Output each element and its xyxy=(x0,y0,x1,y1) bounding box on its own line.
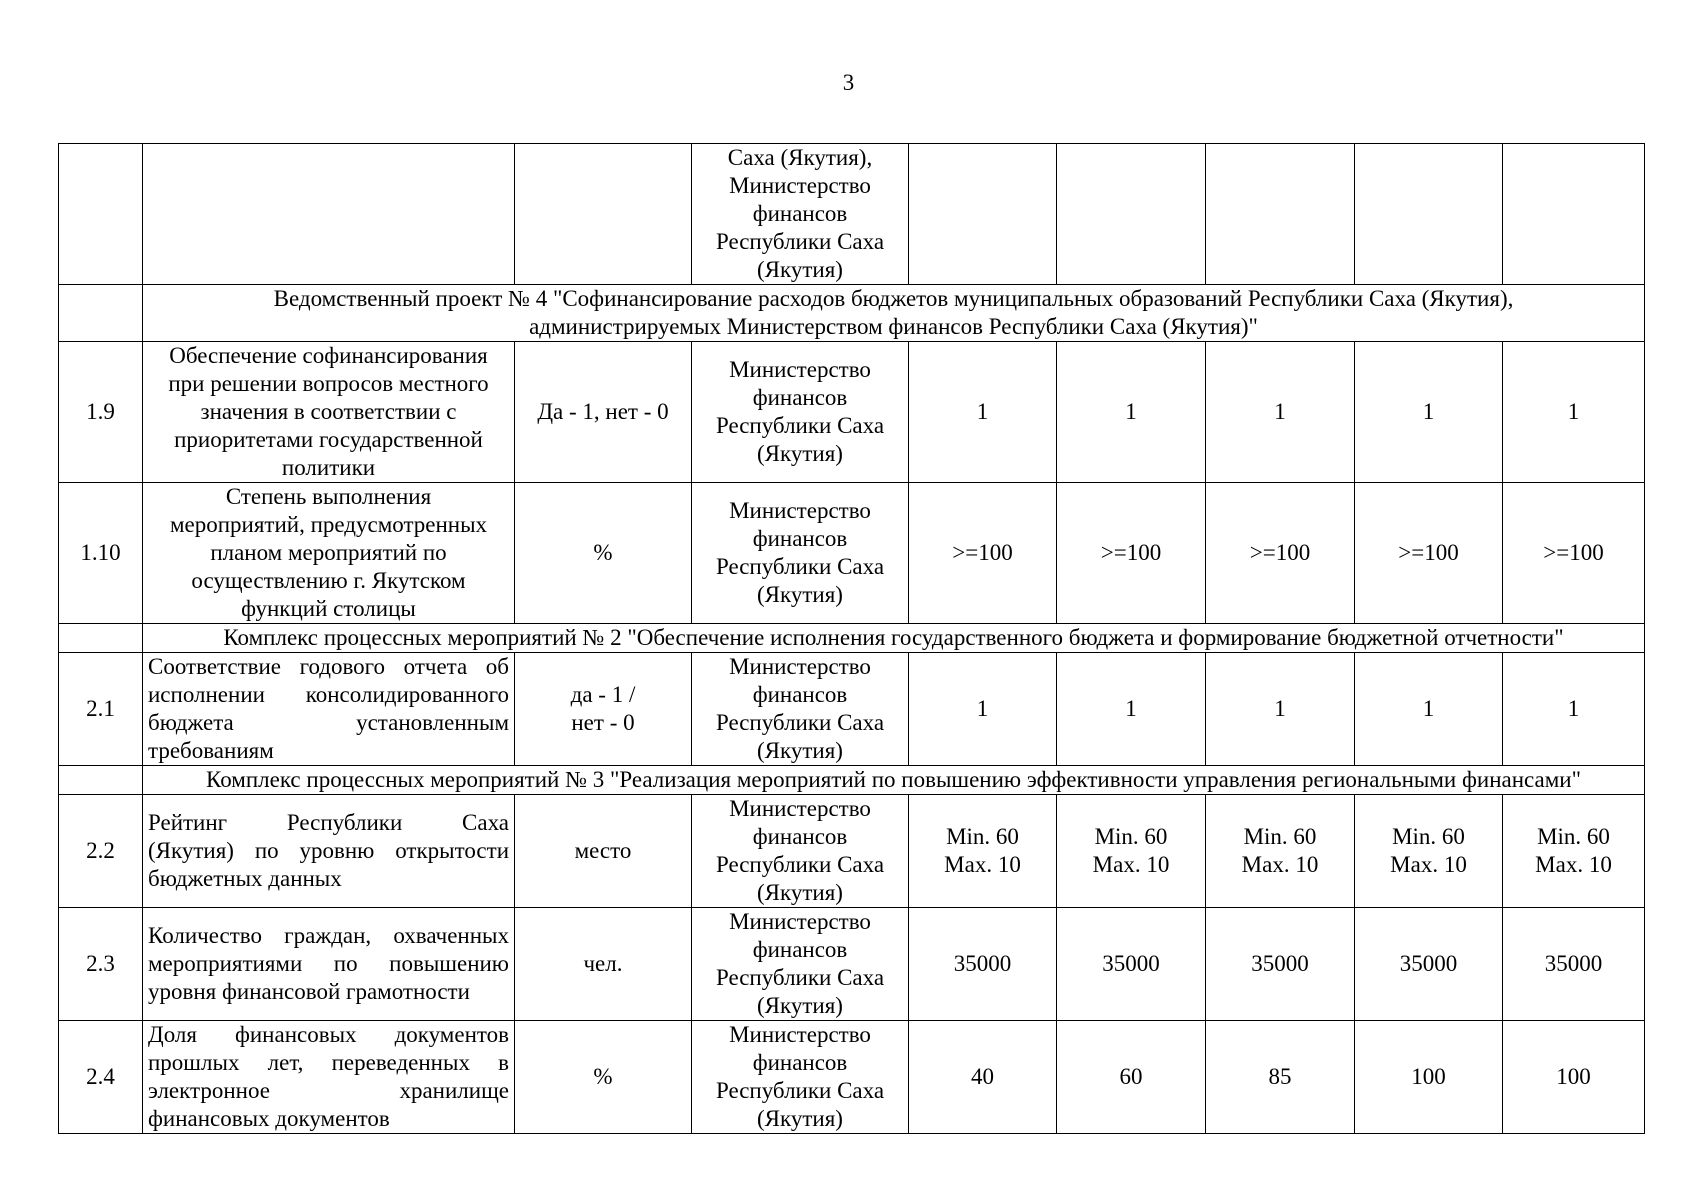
unit-line: нет - 0 xyxy=(571,710,635,735)
unit-cell xyxy=(515,342,692,483)
unit-line: место xyxy=(574,838,632,863)
indicator-name xyxy=(143,795,515,908)
value-cell: Min. 60 Max. 10 xyxy=(1503,795,1645,908)
indicator-name xyxy=(143,483,515,624)
section-header-row xyxy=(59,766,1645,795)
agency-line: (Якутия) xyxy=(757,1106,843,1131)
table-row xyxy=(59,653,1645,766)
agency-line: финансов xyxy=(752,937,848,962)
agency-line: (Якутия) xyxy=(757,738,843,763)
agency-line: Республики Саха xyxy=(715,413,885,438)
value-cell: 1 xyxy=(1355,653,1503,766)
section-title-line: Ведомственный проект № 4 "Софинансирование расходов бюджетов муниципальных образований Республики Саха (Якутия), xyxy=(273,286,1514,311)
agency-line: Республики Саха xyxy=(715,965,885,990)
indicator-name-line: Соответствие годового отчета об xyxy=(148,654,509,679)
agency-line: финансов xyxy=(752,824,848,849)
continuation-row xyxy=(59,144,1645,285)
agency-line: Республики Саха xyxy=(715,1078,885,1103)
section-title xyxy=(143,766,1645,795)
value-cell: 35000 xyxy=(909,908,1057,1021)
indicator-name-line: электронное хранилище xyxy=(148,1078,509,1103)
table-row xyxy=(59,1021,1645,1134)
indicator-name-line: требованиям xyxy=(148,738,274,763)
table-row xyxy=(59,795,1645,908)
indicator-name-line: бюджета установленным xyxy=(148,710,509,735)
agency-line: (Якутия) xyxy=(757,880,843,905)
row-number: 2.1 xyxy=(59,653,143,766)
value-cell xyxy=(1206,144,1355,285)
value-cell: 35000 xyxy=(1503,908,1645,1021)
section-title xyxy=(143,285,1645,342)
agency-line: Республики Саха xyxy=(715,710,885,735)
value-cell: 1 xyxy=(1057,653,1206,766)
agency-line: (Якутия) xyxy=(757,441,843,466)
row-number: 1.10 xyxy=(59,483,143,624)
indicator-name-line: бюджетных данных xyxy=(148,866,342,891)
value-cell: 100 xyxy=(1355,1021,1503,1134)
agency-cell xyxy=(692,144,909,285)
unit-cell xyxy=(515,144,692,285)
table-body xyxy=(59,144,1645,1134)
agency-line: Министерство xyxy=(729,173,871,198)
value-cell: 35000 xyxy=(1057,908,1206,1021)
num-cell xyxy=(59,624,143,653)
value-cell: 1 xyxy=(1503,342,1645,483)
unit-cell xyxy=(515,653,692,766)
indicator-name-line: (Якутия) по уровню открытости xyxy=(148,838,509,863)
table-row xyxy=(59,483,1645,624)
indicator-name xyxy=(143,908,515,1021)
agency-line: Республики Саха xyxy=(715,852,885,877)
agency-line: финансов xyxy=(752,682,848,707)
agency-line: (Якутия) xyxy=(757,582,843,607)
value-cell: 1 xyxy=(1355,342,1503,483)
value-cell: 1 xyxy=(1206,653,1355,766)
value-cell: 1 xyxy=(909,653,1057,766)
value-cell xyxy=(1057,144,1206,285)
indicator-name-line: финансовых документов xyxy=(148,1106,390,1131)
agency-cell xyxy=(692,342,909,483)
name-cell xyxy=(143,144,515,285)
agency-line: (Якутия) xyxy=(757,257,843,282)
agency-line: Министерство xyxy=(729,1022,871,1047)
agency-line: Министерство xyxy=(729,654,871,679)
indicator-name-line: уровня финансовой грамотности xyxy=(148,979,470,1004)
value-cell xyxy=(1503,144,1645,285)
value-cell: >=100 xyxy=(1057,483,1206,624)
unit-cell xyxy=(515,483,692,624)
section-header-row xyxy=(59,624,1645,653)
value-cell: 60 xyxy=(1057,1021,1206,1134)
value-cell: 1 xyxy=(1057,342,1206,483)
agency-line: Министерство xyxy=(729,909,871,934)
agency-line: Республики Саха xyxy=(715,229,885,254)
agency-line: Саха (Якутия), xyxy=(727,145,873,170)
section-title-line: администрируемых Министерством финансов Республики Саха (Якутия)" xyxy=(529,314,1258,339)
section-title-line: Комплекс процессных мероприятий № 3 "Реализация мероприятий по повышению эффективности управления региональными финансами" xyxy=(206,767,1581,792)
agency-line: Министерство xyxy=(729,796,871,821)
agency-line: финансов xyxy=(752,201,848,226)
indicator-name-line: Обеспечение софинансирования xyxy=(169,343,488,368)
value-cell xyxy=(909,144,1057,285)
num-cell xyxy=(59,766,143,795)
indicator-name-line: приоритетами государственной xyxy=(174,427,483,452)
unit-line: Да - 1, нет - 0 xyxy=(537,399,669,424)
value-cell: >=100 xyxy=(1503,483,1645,624)
value-cell: >=100 xyxy=(909,483,1057,624)
value-cell: 35000 xyxy=(1355,908,1503,1021)
section-header-row xyxy=(59,285,1645,342)
section-title xyxy=(143,624,1645,653)
value-cell: 1 xyxy=(909,342,1057,483)
unit-line: чел. xyxy=(583,951,623,976)
agency-line: Министерство xyxy=(729,357,871,382)
indicator-name xyxy=(143,1021,515,1134)
agency-cell xyxy=(692,653,909,766)
indicator-name-line: планом мероприятий по xyxy=(210,540,447,565)
indicator-name xyxy=(143,653,515,766)
indicator-name-line: политики xyxy=(281,455,376,480)
value-cell: 1 xyxy=(1503,653,1645,766)
num-cell xyxy=(59,144,143,285)
indicator-name-line: мероприятий, предусмотренных xyxy=(169,512,488,537)
indicator-name-line: мероприятиями по повышению xyxy=(148,951,509,976)
agency-cell xyxy=(692,795,909,908)
indicator-name-line: Степень выполнения xyxy=(225,484,432,509)
unit-line: % xyxy=(593,540,613,565)
agency-line: финансов xyxy=(752,526,848,551)
value-cell: >=100 xyxy=(1206,483,1355,624)
indicator-name-line: исполнении консолидированного xyxy=(148,682,509,707)
unit-cell xyxy=(515,795,692,908)
agency-cell xyxy=(692,483,909,624)
agency-line: финансов xyxy=(752,385,848,410)
unit-cell xyxy=(515,1021,692,1134)
indicator-name-line: при решении вопросов местного xyxy=(168,371,489,396)
unit-line: % xyxy=(593,1064,613,1089)
indicator-name-line: функций столицы xyxy=(241,596,416,621)
indicator-name-line: Количество граждан, охваченных xyxy=(148,923,509,948)
page-number: 3 xyxy=(842,70,855,95)
agency-line: (Якутия) xyxy=(757,993,843,1018)
value-cell: >=100 xyxy=(1355,483,1503,624)
indicator-name-line: прошлых лет, переведенных в xyxy=(148,1050,509,1075)
indicator-name-line: Доля финансовых документов xyxy=(148,1022,509,1047)
value-cell: 85 xyxy=(1206,1021,1355,1134)
value-cell: 35000 xyxy=(1206,908,1355,1021)
value-cell: Min. 60 Max. 10 xyxy=(1206,795,1355,908)
unit-line: да - 1 / xyxy=(570,682,636,707)
table-row xyxy=(59,908,1645,1021)
agency-cell xyxy=(692,908,909,1021)
num-cell xyxy=(59,285,143,342)
value-cell: 40 xyxy=(909,1021,1057,1134)
table-row xyxy=(59,342,1645,483)
indicator-name xyxy=(143,342,515,483)
value-cell: 1 xyxy=(1206,342,1355,483)
row-number: 2.4 xyxy=(59,1021,143,1134)
section-title-line: Комплекс процессных мероприятий № 2 "Обеспечение исполнения государственного бюджета и формирование бюджетной отчетности" xyxy=(223,625,1564,650)
agency-line: Министерство xyxy=(729,498,871,523)
unit-cell xyxy=(515,908,692,1021)
row-number: 1.9 xyxy=(59,342,143,483)
agency-cell xyxy=(692,1021,909,1134)
agency-line: Республики Саха xyxy=(715,554,885,579)
indicator-name-line: осуществлению г. Якутском xyxy=(191,568,466,593)
indicators-table xyxy=(58,143,1645,1134)
indicator-name-line: значения в соответствии с xyxy=(200,399,457,424)
indicator-name-line: Рейтинг Республики Саха xyxy=(148,810,509,835)
row-number: 2.3 xyxy=(59,908,143,1021)
value-cell: Min. 60 Max. 10 xyxy=(1355,795,1503,908)
agency-line: финансов xyxy=(752,1050,848,1075)
value-cell: 100 xyxy=(1503,1021,1645,1134)
value-cell xyxy=(1355,144,1503,285)
value-cell: Min. 60 Max. 10 xyxy=(909,795,1057,908)
row-number: 2.2 xyxy=(59,795,143,908)
value-cell: Min. 60 Max. 10 xyxy=(1057,795,1206,908)
